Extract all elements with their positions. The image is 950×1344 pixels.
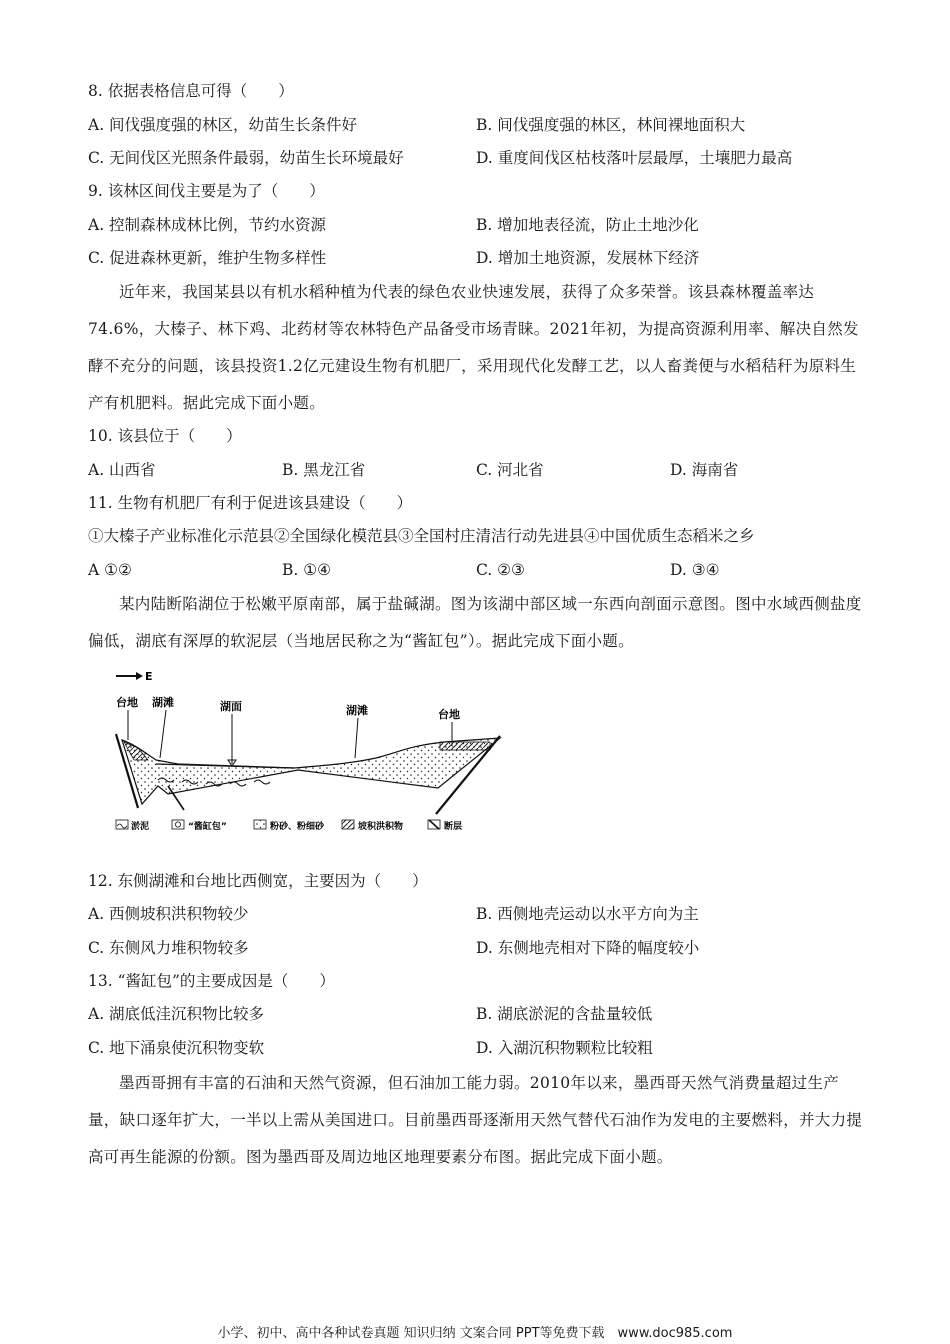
q10-option-c: C. 河北省: [476, 461, 544, 479]
q12-option-b: B. 西侧地壳运动以水平方向为主: [476, 905, 699, 923]
legend-duanceng: 断层: [444, 822, 463, 832]
q11-option-b: B. ①④: [282, 561, 332, 579]
passage-lake: 某内陆断陷湖位于松嫩平原南部，属于盐碱湖。图为该湖中部区域一东西向剖面示意图。图中水域西侧盐度偏低，湖底有深厚的软泥层（当地居民称之为“酱缸包”）。据此完成下面小题。: [88, 595, 862, 650]
q11-option-d: D. ③④: [670, 561, 720, 579]
q13-option-d: D. 入湖沉积物颗粒比较粗: [476, 1039, 653, 1057]
label-tai-left: 台地: [116, 696, 138, 709]
q8-option-b: B. 间伐强度强的林区，林间裸地面积大: [476, 116, 746, 134]
q12-option-c: C. 东侧风力堆积物较多: [88, 939, 249, 957]
legend-poji: 坡积洪积物: [358, 822, 404, 832]
q12-stem: 12. 东侧湖滩和台地比西侧宽，主要因为（ ）: [88, 872, 428, 890]
legend-yuni: 淤泥: [131, 822, 150, 832]
q13-option-a: A. 湖底低洼沉积物比较多: [88, 1005, 265, 1023]
q9-option-b: B. 增加地表径流，防止土地沙化: [476, 216, 699, 234]
legend-fensha: 粉砂、粉细砂: [270, 822, 325, 832]
q8-stem: 8. 依据表格信息可得（ ）: [88, 82, 294, 100]
q12-option-d: D. 东侧地壳相对下降的幅度较小: [476, 939, 700, 957]
q9-option-a: A. 控制森林成林比例，节约水资源: [88, 216, 327, 234]
q11-stem: 11. 生物有机肥厂有利于促进该县建设（ ）: [88, 494, 413, 512]
q13-stem: 13. “酱缸包”的主要成因是（ ）: [88, 972, 335, 990]
label-tai-right: 台地: [438, 708, 460, 721]
passage-county: 近年来，我国某县以有机水稻种植为代表的绿色农业快速发展，获得了众多荣誉。该县森林覆盖率达74.6%，大榛子、林下鸡、北药材等农林特色产品备受市场青睐。2021年初，为提高资源利用率、解决自然发酵不充分的问题，该县投资1.2亿元建设生物有机肥厂，采用现代化发酵工艺，以人畜粪便与水稻秸秆为原料生产有机肥料。据此完成下面小题。: [88, 283, 859, 412]
page-footer: 小学、初中、高中各种试卷真题 知识归纳 文案合同 PPT等免费下载 www.doc985.com: [217, 1326, 733, 1341]
q9-option-c: C. 促进森林更新，维护生物多样性: [88, 249, 327, 267]
direction-label: E: [145, 670, 153, 683]
q10-option-a: A. 山西省: [88, 461, 156, 479]
q9-stem: 9. 该林区间伐主要是为了（ ）: [88, 182, 325, 200]
lake-profile-diagram: [108, 668, 508, 848]
label-humian: 湖面: [220, 700, 242, 713]
terrace-right: [440, 742, 490, 750]
q13-option-c: C. 地下涌泉使沉积物变软: [88, 1039, 265, 1057]
q13-option-b: B. 湖底淤泥的含盐量较低: [476, 1005, 653, 1023]
q10-option-b: B. 黑龙江省: [282, 461, 366, 479]
q10-option-d: D. 海南省: [670, 461, 739, 479]
q8-option-c: C. 无间伐区光照条件最弱，幼苗生长环境最好: [88, 149, 404, 167]
direction-arrow-icon: [116, 672, 143, 680]
q8-option-d: D. 重度间伐区枯枝落叶层最厚，土壤肥力最高: [476, 149, 793, 167]
passage-mexico: 墨西哥拥有丰富的石油和天然气资源，但石油加工能力弱。2010年以来，墨西哥天然气消费量超过生产量，缺口逐年扩大，一半以上需从美国进口。目前墨西哥逐渐用天然气替代石油作为发电的主要燃料，并大力提高可再生能源的份额。图为墨西哥及周边地区地理要素分布图。据此完成下面小题。: [88, 1074, 863, 1166]
legend-jiang: “酱缸包”: [188, 822, 227, 832]
legend: [116, 820, 462, 832]
q12-option-a: A. 西侧坡积洪积物较少: [88, 905, 249, 923]
q11-option-a: A ①②: [88, 561, 132, 579]
q11-option-c: C. ②③: [476, 561, 525, 579]
q9-option-d: D. 增加土地资源，发展林下经济: [476, 249, 700, 267]
q10-stem: 10. 该县位于（ ）: [88, 427, 242, 445]
label-hutan-left: 湖滩: [152, 696, 174, 709]
q8-option-a: A. 间伐强度强的林区，幼苗生长条件好: [88, 116, 358, 134]
label-hutan-right: 湖滩: [346, 704, 368, 717]
q11-items: ①大榛子产业标准化示范县②全国绿化模范县③全国村庄清洁行动先进县④中国优质生态稻米之乡: [88, 527, 755, 545]
